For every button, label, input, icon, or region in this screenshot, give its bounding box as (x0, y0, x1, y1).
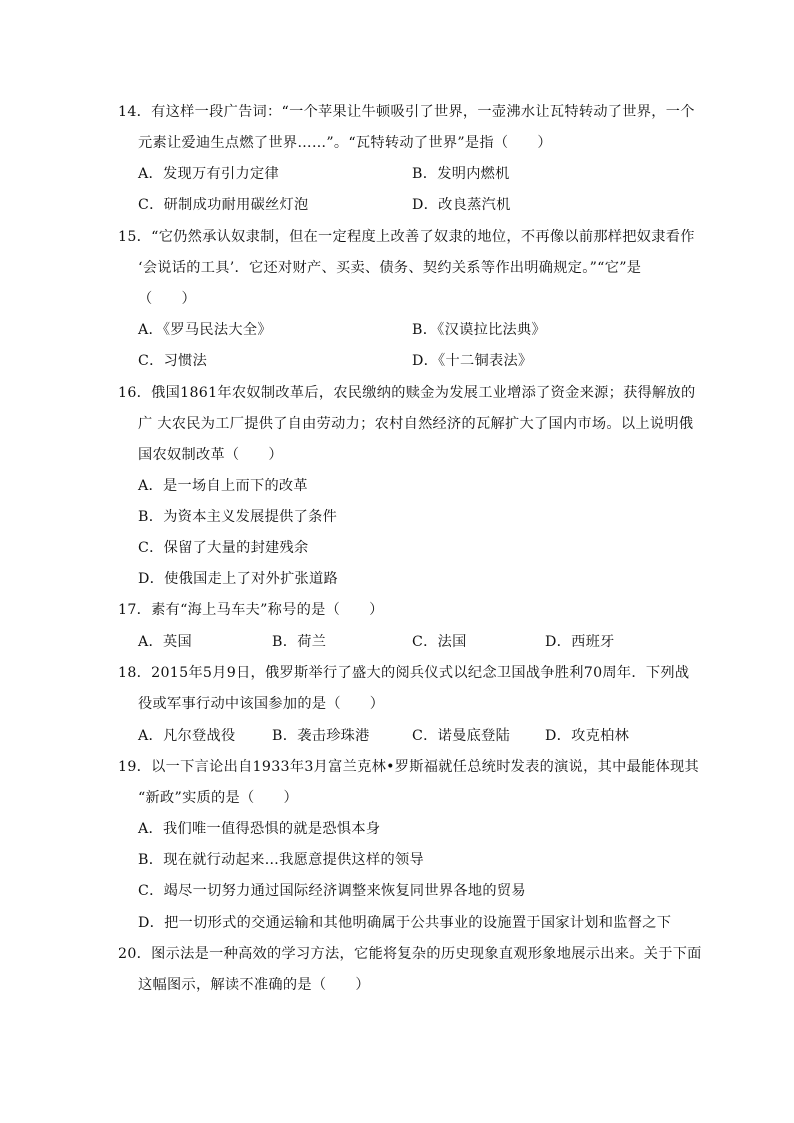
question-16-line-1: 16．俄国1861年农奴制改革后，农民缴纳的赎金为发展工业增添了资金来源；获得解放的 (118, 385, 696, 401)
question-16-line-3: 国农奴制改革（ ） (138, 447, 283, 463)
question-14-option-b: B．发明内燃机 (412, 166, 510, 182)
question-17-option-c: C．法国 (412, 634, 467, 650)
question-16-option-a: A．是一场自上而下的改革 (138, 478, 308, 494)
question-19-option-c: C．竭尽一切努力通过国际经济调整来恢复同世界各地的贸易 (138, 883, 526, 899)
question-18-option-d: D．攻克柏林 (545, 728, 630, 744)
question-17-option-a: A．英国 (138, 634, 193, 650)
question-19-line-1: 19．以一下言论出自1933年3月富兰克林•罗斯福就任总统时发表的演说，其中最能体现其 (118, 759, 700, 775)
question-17-option-d: D．西班牙 (545, 634, 615, 650)
question-14-line-1: 14．有这样一段广告词：“一个苹果让牛顿吸引了世界，一壶沸水让瓦特转动了世界，一个 (118, 104, 695, 120)
question-19-option-a: A．我们唯一值得恐惧的就是恐惧本身 (138, 821, 381, 837)
question-19-line-2: “新政”实质的是（ ） (138, 790, 298, 806)
question-18-option-a: A．凡尔登战役 (138, 728, 236, 744)
question-20-line-1: 20．图示法是一种高效的学习方法，它能将复杂的历史现象直观形象地展示出来。关于下面 (118, 946, 702, 962)
question-16-option-c: C．保留了大量的封建残余 (138, 540, 309, 556)
question-15-line-2: ‘会说话的工具’．它还对财产、买卖、债务、契约关系等作出明确规定。”“它”是 (138, 260, 642, 276)
question-14-option-c: C．研制成功耐用碳丝灯泡 (138, 197, 309, 213)
question-15-line-3: （ ） (138, 291, 196, 307)
question-15-option-a: A．《罗马民法大全》 (138, 322, 272, 338)
question-16-line-2: 广 大农民为工厂提供了自由劳动力；农村自然经济的瓦解扩大了国内市场。以上说明俄 (138, 416, 694, 432)
question-18-option-b: B．袭击珍珠港 (272, 728, 370, 744)
question-17-line-1: 17．素有“海上马车夫”称号的是（ ） (118, 602, 384, 618)
question-14-line-2: 元素让爱迪生点燃了世界……”。“瓦特转动了世界”是指（ ） (138, 135, 552, 151)
question-14-option-a: A．发现万有引力定律 (138, 166, 279, 182)
question-18-option-c: C．诺曼底登陆 (412, 728, 511, 744)
question-16-option-d: D．使俄国走上了对外扩张道路 (138, 571, 339, 587)
question-15-line-1: 15．“它仍然承认奴隶制，但在一定程度上改善了奴隶的地位，不再像以前那样把奴隶看作 (118, 229, 695, 245)
question-20-line-2: 这幅图示，解读不准确的是（ ） (138, 977, 370, 993)
question-15-option-c: C．习惯法 (138, 353, 208, 369)
question-15-option-b: B．《汉谟拉比法典》 (412, 322, 547, 338)
question-15-option-d: D．《十二铜表法》 (412, 353, 533, 369)
question-14-option-d: D．改良蒸汽机 (412, 197, 511, 213)
question-19-option-d: D．把一切形式的交通运输和其他明确属于公共事业的设施置于国家计划和监督之下 (138, 915, 672, 931)
question-19-option-b: B．现在就行动起来…我愿意提供这样的领导 (138, 852, 424, 868)
question-17-option-b: B．荷兰 (272, 634, 327, 650)
question-16-option-b: B．为资本主义发展提供了条件 (138, 509, 338, 525)
question-18-line-2: 役或军事行动中该国参加的是（ ） (138, 696, 385, 712)
question-18-line-1: 18．2015年5月9日，俄罗斯举行了盛大的阅兵仪式以纪念卫国战争胜利70周年．下列战 (118, 665, 690, 681)
